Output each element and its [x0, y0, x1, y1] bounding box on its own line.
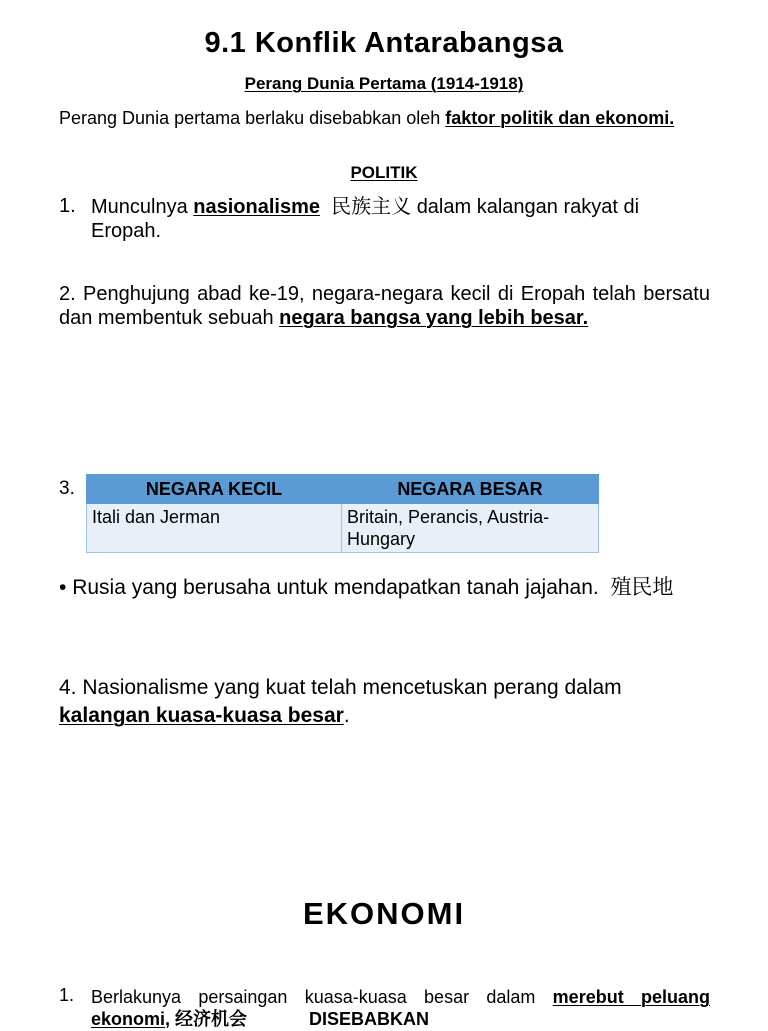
section-subtitle — [0, 74, 768, 94]
intro-emphasis: faktor politik dan ekonomi. — [445, 108, 675, 128]
ekonomi-point1-text: Berlakunya persaingan kuasa-kuasa besar dalam — [91, 987, 553, 1007]
point2-text: 2. Penghujung abad ke-19, negara-negara kecil di Eropah telah bersatu dan membentuk sebuah — [59, 283, 710, 329]
ekonomi-point1-emphasis2: ekonomi — [91, 1009, 166, 1029]
table-header-negara-kecil: NEGARA KECIL — [87, 475, 342, 504]
point1-chinese: 民族主义 — [331, 196, 412, 218]
point3-number: 3. — [59, 478, 75, 499]
ekonomi-heading: EKONOMI — [302, 896, 466, 931]
ekonomi-point1-chinese: 经济机会 — [175, 1009, 248, 1029]
point4-paragraph — [59, 674, 709, 730]
point4-end: . — [343, 704, 350, 727]
politik-heading — [0, 163, 768, 183]
intro-paragraph — [59, 106, 709, 130]
table-header-row — [87, 475, 599, 504]
point1-keyword: nasionalisme — [193, 196, 320, 218]
rusia-bullet — [59, 574, 723, 602]
point2-paragraph — [59, 282, 710, 330]
ekonomi-point1-continuation: ekonomi, 经济机会 DISEBABKAN — [91, 1009, 430, 1029]
ekonomi-point1-emphasis: merebut peluang — [552, 987, 710, 1007]
subtitle-text: Perang Dunia Pertama (1914-1918) — [244, 74, 524, 93]
ekonomi-point1-number: 1. — [59, 985, 75, 1005]
point1-after: dalam kalangan rakyat di Eropah. — [91, 196, 640, 242]
point4-emphasis: kalangan kuasa-kuasa besar — [59, 704, 344, 727]
bullet-chinese: 殖民地 — [610, 576, 674, 599]
politik-heading-text: POLITIK — [350, 163, 418, 182]
ekonomi-point1-tail: DISEBABKAN — [309, 1009, 430, 1029]
negara-table — [86, 474, 599, 553]
bullet-text: Rusia yang berusaha untuk mendapatkan tanah jajahan. — [72, 576, 599, 599]
table-row — [87, 504, 599, 553]
point1-number: 1. — [59, 195, 76, 217]
point1-paragraph — [91, 195, 701, 243]
intro-text: Perang Dunia pertama berlaku disebabkan oleh — [59, 108, 446, 128]
point2-emphasis: negara bangsa yang lebih besar. — [279, 307, 589, 329]
point1-before: Munculnya — [91, 196, 194, 218]
point4-text: 4. Nasionalisme yang kuat telah mencetuskan perang dalam — [59, 676, 622, 699]
bullet-symbol: • — [59, 576, 67, 599]
table-cell-negara-kecil: Itali dan Jerman — [87, 504, 342, 553]
page-title: 9.1 Konflik Antarabangsa — [204, 27, 564, 59]
table-header-negara-besar: NEGARA BESAR — [342, 475, 599, 504]
table-cell-negara-besar: Britain, Perancis, Austria-Hungary — [342, 504, 599, 553]
